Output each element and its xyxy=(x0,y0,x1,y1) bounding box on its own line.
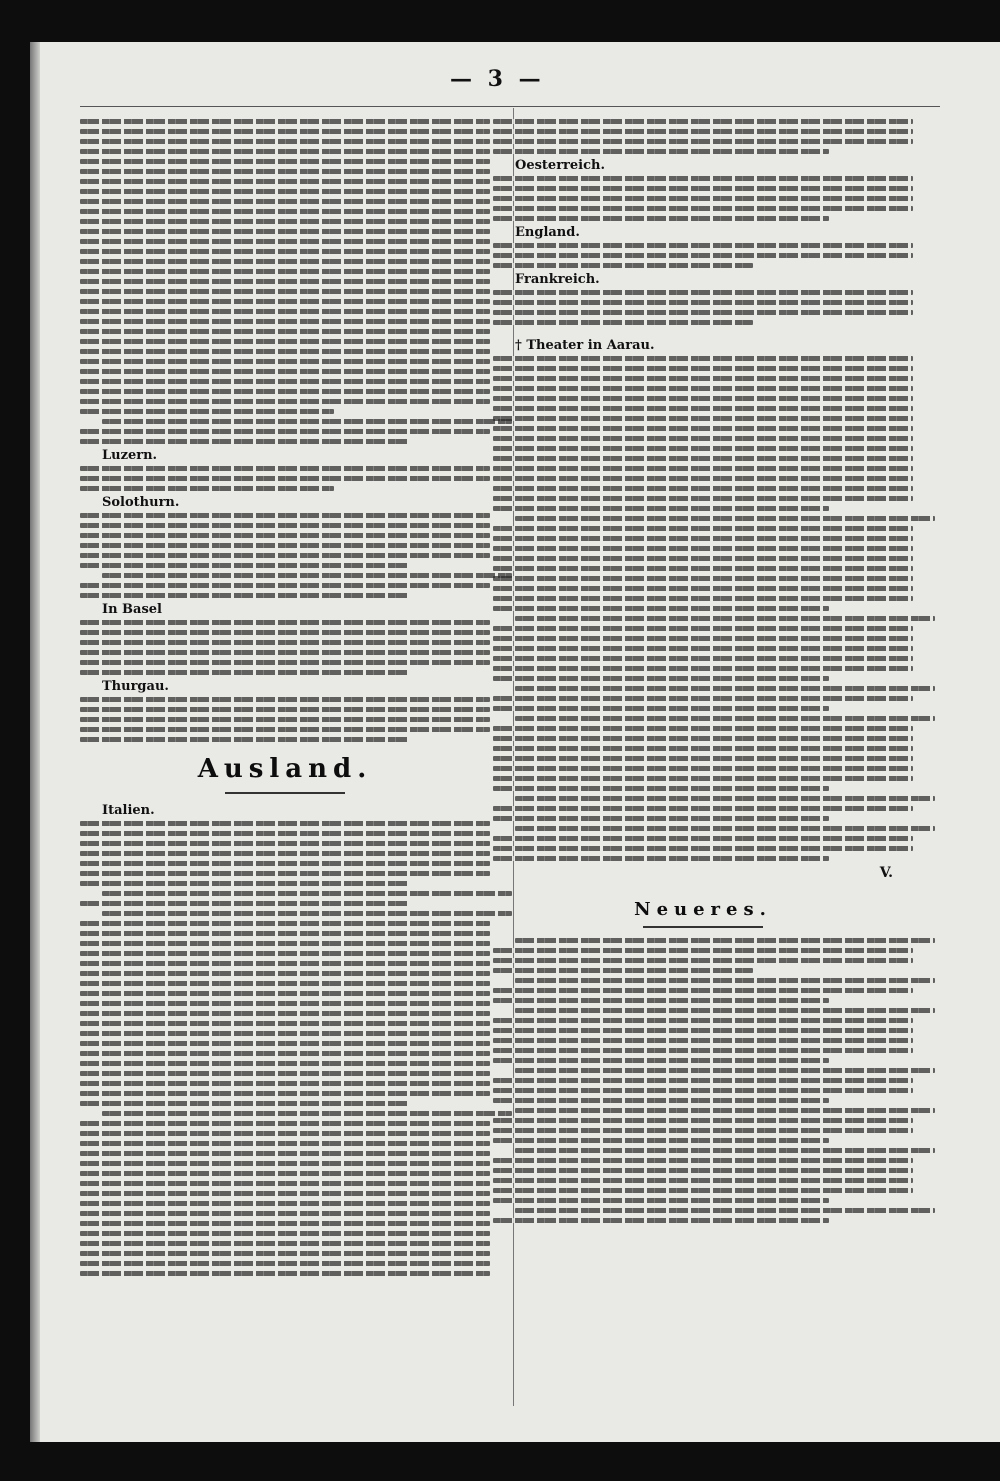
text-block xyxy=(80,513,490,598)
newspaper-page xyxy=(30,42,1000,1442)
right-column xyxy=(493,114,913,1227)
text-block xyxy=(80,119,490,414)
lead-italien: Italien. xyxy=(102,803,155,818)
signature: V. xyxy=(879,865,893,881)
lead-england: England. xyxy=(515,225,580,240)
lead-frankreich: Frankreich. xyxy=(515,272,600,287)
text-block xyxy=(493,243,913,268)
text-block xyxy=(493,119,913,154)
lead-solothurn: Solothurn. xyxy=(102,495,180,510)
text-block xyxy=(493,938,913,1223)
text-block xyxy=(80,821,490,1276)
text-block xyxy=(493,176,913,221)
text-block xyxy=(80,419,490,444)
lead-oesterreich: Oesterreich. xyxy=(515,158,605,173)
theater-heading: † Theater in Aarau. xyxy=(515,338,655,353)
page-number: — 3 — xyxy=(450,66,545,92)
page-spine xyxy=(30,42,40,1442)
heading-rule xyxy=(225,792,345,794)
text-block xyxy=(80,620,490,675)
lead-luzern: Luzern. xyxy=(102,448,158,463)
section-heading-ausland: Ausland. xyxy=(197,754,373,784)
section-heading-neueres: Neueres. xyxy=(634,899,772,920)
lead-basel: In Basel xyxy=(102,602,162,617)
text-block xyxy=(493,356,913,861)
text-block xyxy=(80,697,490,742)
header-rule xyxy=(80,106,940,107)
heading-rule xyxy=(643,926,763,928)
text-block xyxy=(493,290,913,325)
text-block xyxy=(80,466,490,491)
lead-thurgau: Thurgau. xyxy=(102,679,169,694)
left-column xyxy=(80,114,490,1280)
